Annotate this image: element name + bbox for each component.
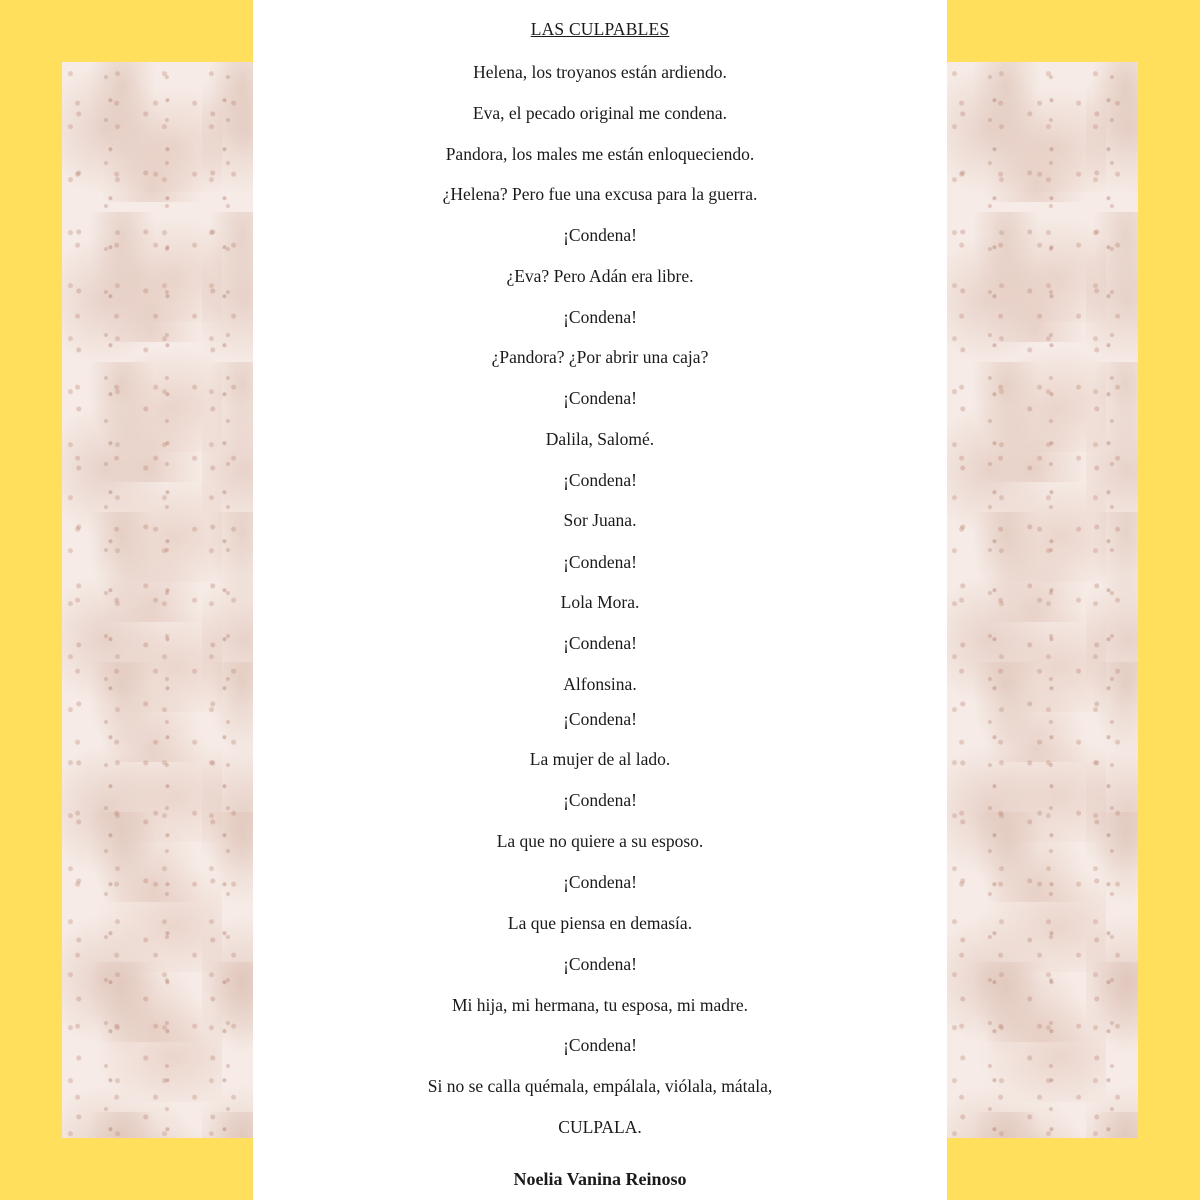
poem-line-24: Mi hija, mi hermana, tu esposa, mi madre. (452, 995, 748, 1015)
poem-line-2: Eva, el pecado original me condena. (472, 103, 728, 123)
poem-line-20: La que no quiere a su esposo. (496, 831, 704, 851)
poem-line-17: ¡Condena! (563, 709, 637, 729)
poem-line-19: ¡Condena! (563, 790, 637, 810)
poem-line-13: ¡Condena! (563, 552, 637, 572)
poem-author: Noelia Vanina Reinoso (513, 1169, 687, 1189)
poem-line-22: La que piensa en demasía. (507, 913, 693, 933)
poem-page (253, 0, 947, 1200)
poem-line-16: Alfonsina. (563, 674, 637, 694)
poem-line-14: Lola Mora. (560, 592, 640, 612)
poem-line-5: ¡Condena! (563, 225, 637, 245)
poem-line-23: ¡Condena! (563, 954, 637, 974)
poem-line-1: Helena, los troyanos están ardiendo. (473, 62, 727, 82)
paper-texture-left-panel (62, 62, 254, 1138)
poem-line-8: ¿Pandora? ¿Por abrir una caja? (491, 347, 709, 367)
poem-line-4: ¿Helena? Pero fue una excusa para la guerra. (442, 184, 758, 204)
poem-line-11: ¡Condena! (563, 470, 637, 490)
poem-line-10: Dalila, Salomé. (545, 429, 655, 449)
poem-line-3: Pandora, los males me están enloqueciendo. (445, 144, 755, 164)
poem-line-27: CULPALA. (558, 1117, 642, 1137)
poem-line-26: Si no se calla quémala, empálala, viólala, mátala, (427, 1076, 773, 1096)
poem-line-12: Sor Juana. (563, 510, 637, 530)
poem-line-6: ¿Eva? Pero Adán era libre. (506, 266, 694, 286)
poem-line-9: ¡Condena! (563, 388, 637, 408)
poem-body (253, 0, 947, 1200)
poem-line-21: ¡Condena! (563, 872, 637, 892)
poem-line-15: ¡Condena! (563, 633, 637, 653)
poem-line-25: ¡Condena! (563, 1035, 637, 1055)
poem-line-18: La mujer de al lado. (529, 749, 671, 769)
paper-texture-right-panel (946, 62, 1138, 1138)
poem-line-7: ¡Condena! (563, 307, 637, 327)
poem-title: LAS CULPABLES (530, 19, 670, 39)
